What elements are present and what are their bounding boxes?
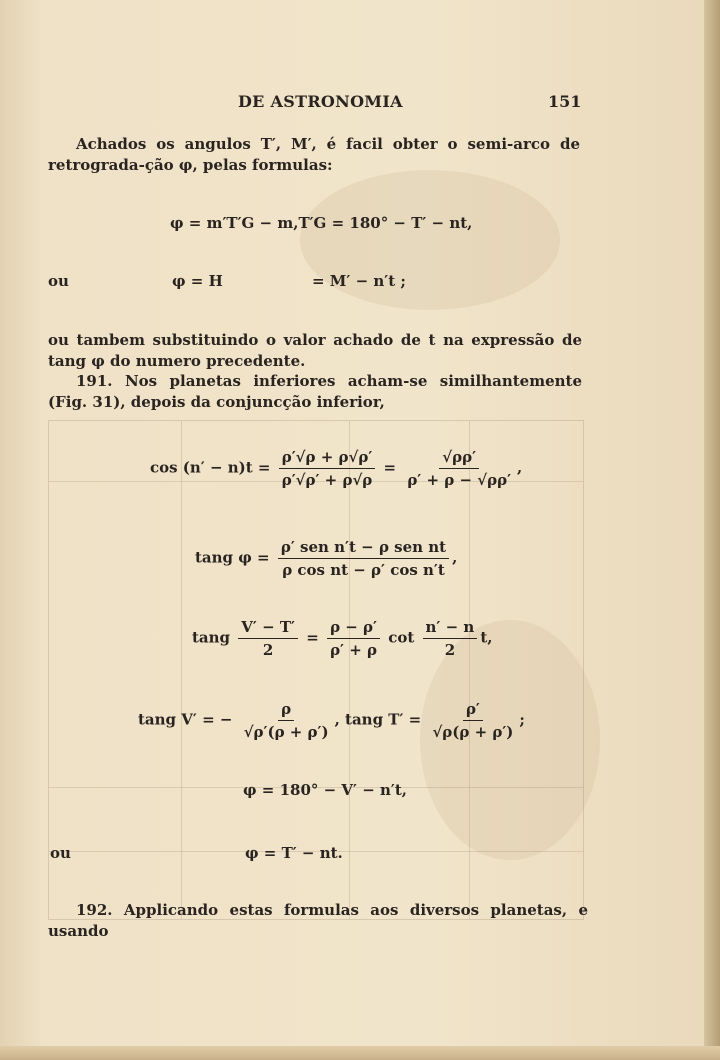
eq6-middle: , tang T′ =	[334, 710, 422, 729]
eq4-denominator: ρ cos nt − ρ′ cos n′t	[282, 561, 445, 579]
eq4-numerator: ρ′ sen n′t − ρ sen nt	[278, 538, 449, 559]
section-number-192: 192.	[76, 901, 113, 919]
page-number: 151	[548, 92, 582, 111]
eq5-end: t,	[480, 628, 493, 647]
running-header: DE ASTRONOMIA	[238, 92, 403, 111]
eq6-lhs: tang V′ = −	[138, 710, 233, 729]
eq6-f2-numerator: ρ′	[463, 700, 483, 721]
eq6-fraction-1	[241, 700, 332, 741]
equation-2-right: = M′ − n′t ;	[312, 272, 406, 290]
paragraph-192	[48, 900, 588, 942]
eq5-fraction-3	[423, 618, 478, 659]
eq3-f2-numerator: √ρρ′	[439, 448, 479, 469]
equation-5	[192, 618, 492, 659]
eq6-end: ;	[519, 710, 525, 729]
eq5-fraction-2	[327, 618, 380, 659]
equation-4	[195, 538, 457, 579]
paragraph-191	[48, 371, 582, 413]
equation-2-left: φ = H	[172, 272, 223, 290]
eq5-f3-denominator: 2	[444, 641, 456, 659]
ou-label-2: ou	[50, 844, 71, 862]
eq3-fraction-1	[279, 448, 376, 489]
eq6-f1-numerator: ρ	[278, 700, 294, 721]
eq5-fraction-1	[238, 618, 298, 659]
eq3-lhs: cos (n′ − n)t =	[150, 458, 271, 477]
page-edge-bottom	[0, 1046, 720, 1060]
eq6-f1-denominator: √ρ′(ρ + ρ′)	[243, 723, 329, 741]
equation-8: φ = T′ − nt.	[245, 844, 343, 862]
equation-7: φ = 180° − V′ − n′t,	[243, 781, 408, 799]
eq4-lhs: tang φ =	[195, 548, 270, 567]
intro-paragraph: Achados os angulos T′, M′, é facil obter o semi-arco de retrograda-ção φ, pelas formulas:	[48, 135, 580, 174]
eq5-lhs: tang	[192, 628, 231, 647]
ou-label: ou	[48, 272, 69, 290]
equation-3	[150, 448, 522, 489]
eq5-f2-denominator: ρ′ + ρ	[330, 641, 377, 659]
paragraph-192-text: Applicando estas formulas aos diversos planetas, e usando	[48, 901, 588, 940]
eq5-f2-numerator: ρ − ρ′	[327, 618, 380, 639]
eq5-equals: =	[306, 628, 319, 647]
eq5-cot: cot	[388, 628, 415, 647]
paragraph-191-text: Nos planetas inferiores acham-se similhantemente (Fig. 31), depois da conjuncção inferior,	[48, 372, 582, 411]
paragraph-2: ou tambem substituindo o valor achado de t na expressão de tang φ do numero precedente.	[48, 331, 582, 370]
eq6-fraction-2	[429, 700, 516, 741]
eq3-fraction-2	[404, 448, 514, 489]
eq6-f2-denominator: √ρ(ρ + ρ′)	[432, 723, 514, 741]
eq3-end: ,	[517, 458, 523, 477]
eq4-end: ,	[452, 548, 458, 567]
equation-6	[138, 700, 525, 741]
eq3-equals: =	[383, 458, 397, 477]
section-number-191: 191.	[76, 372, 113, 390]
equation-1: φ = m′T′G − m,T′G = 180° − T′ − nt,	[170, 214, 473, 232]
eq3-f2-denominator: ρ′ + ρ − √ρρ′	[407, 471, 512, 489]
eq5-f1-numerator: V′ − T′	[238, 618, 298, 639]
eq5-f3-numerator: n′ − n	[423, 618, 478, 639]
eq3-f1-denominator: ρ′√ρ′ + ρ√ρ	[281, 471, 373, 489]
eq3-f1-numerator: ρ′√ρ + ρ√ρ′	[279, 448, 376, 469]
page-edge-right	[704, 0, 720, 1060]
eq5-f1-denominator: 2	[262, 641, 274, 659]
eq4-fraction	[278, 538, 449, 579]
